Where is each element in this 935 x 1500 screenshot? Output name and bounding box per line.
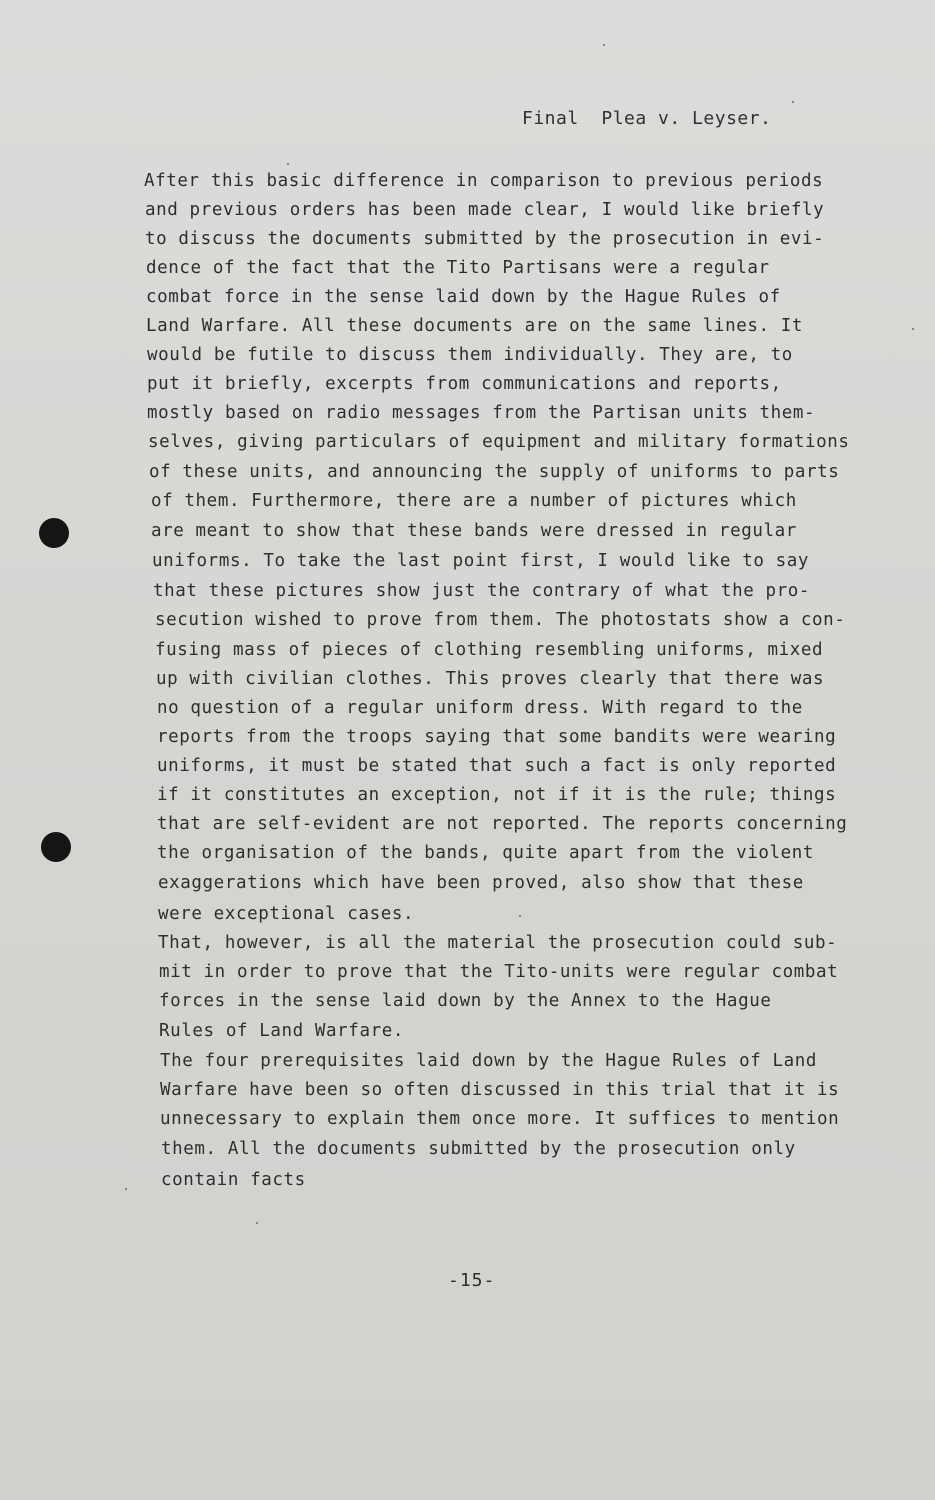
text-line: forces in the sense laid down by the Annex to the Hague: [159, 991, 772, 1011]
text-line: uniforms, it must be stated that such a fact is only reported: [157, 756, 837, 776]
punch-hole-top: [39, 518, 69, 548]
punch-hole-bottom: [41, 832, 71, 862]
text-line: of them. Furthermore, there are a number of pictures which: [151, 491, 797, 511]
text-line: are meant to show that these bands were dressed in regular: [151, 521, 797, 541]
text-line: were exceptional cases.: [158, 904, 415, 924]
text-line: combat force in the sense laid down by the Hague Rules of: [146, 287, 781, 307]
page-number: -15-: [448, 1270, 496, 1291]
text-line: to discuss the documents submitted by the prosecution in evi-: [145, 229, 825, 249]
speck: [125, 1188, 127, 1190]
text-line: the organisation of the bands, quite apart from the violent: [157, 843, 815, 863]
speck: [912, 328, 914, 330]
text-line: Land Warfare. All these documents are on the same lines. It: [146, 316, 804, 336]
text-line: secution wished to prove from them. The photostats show a con-: [155, 610, 846, 630]
text-line: Rules of Land Warfare.: [159, 1021, 404, 1041]
text-line: would be futile to discuss them individually. They are, to: [147, 345, 793, 365]
document-header: Final Plea v. Leyser.: [522, 108, 772, 129]
speck: [256, 1222, 258, 1224]
speck: [603, 44, 605, 46]
text-line: contain facts: [161, 1170, 306, 1190]
text-line: fusing mass of pieces of clothing resembling uniforms, mixed: [155, 640, 824, 660]
text-line: dence of the fact that the Tito Partisans were a regular: [146, 258, 770, 278]
text-line: exaggerations which have been proved, also show that these: [158, 873, 804, 893]
text-line: selves, giving particulars of equipment and military formations: [148, 432, 850, 452]
text-line: up with civilian clothes. This proves clearly that there was: [156, 669, 825, 689]
text-line: and previous orders has been made clear, I would like briefly: [145, 200, 825, 220]
text-line: no question of a regular uniform dress. With regard to the: [157, 698, 803, 718]
speck: [519, 915, 521, 917]
text-line: reports from the troops saying that some bandits were wearing: [157, 727, 837, 747]
text-line: that are self-evident are not reported. The reports concerning: [157, 814, 848, 834]
text-line: mostly based on radio messages from the Partisan units them-: [147, 403, 816, 423]
text-line: mit in order to prove that the Tito-units were regular combat: [159, 962, 839, 982]
text-line: put it briefly, excerpts from communications and reports,: [147, 374, 782, 394]
text-line: of these units, and announcing the supply of uniforms to parts: [149, 462, 840, 482]
text-line: The four prerequisites laid down by the Hague Rules of Land: [160, 1051, 818, 1071]
text-line: unnecessary to explain them once more. It suffices to mention: [160, 1109, 840, 1129]
text-line: if it constitutes an exception, not if it is the rule; things: [157, 785, 837, 805]
text-line: Warfare have been so often discussed in this trial that it is: [160, 1080, 840, 1100]
text-line: uniforms. To take the last point first, I would like to say: [152, 551, 810, 571]
text-line: That, however, is all the material the prosecution could sub-: [158, 933, 838, 953]
text-line: them. All the documents submitted by the prosecution only: [161, 1139, 796, 1159]
speck: [792, 101, 794, 103]
text-line: After this basic difference in comparison to previous periods: [144, 171, 824, 191]
speck: [287, 163, 289, 165]
text-line: that these pictures show just the contrary of what the pro-: [153, 581, 811, 601]
